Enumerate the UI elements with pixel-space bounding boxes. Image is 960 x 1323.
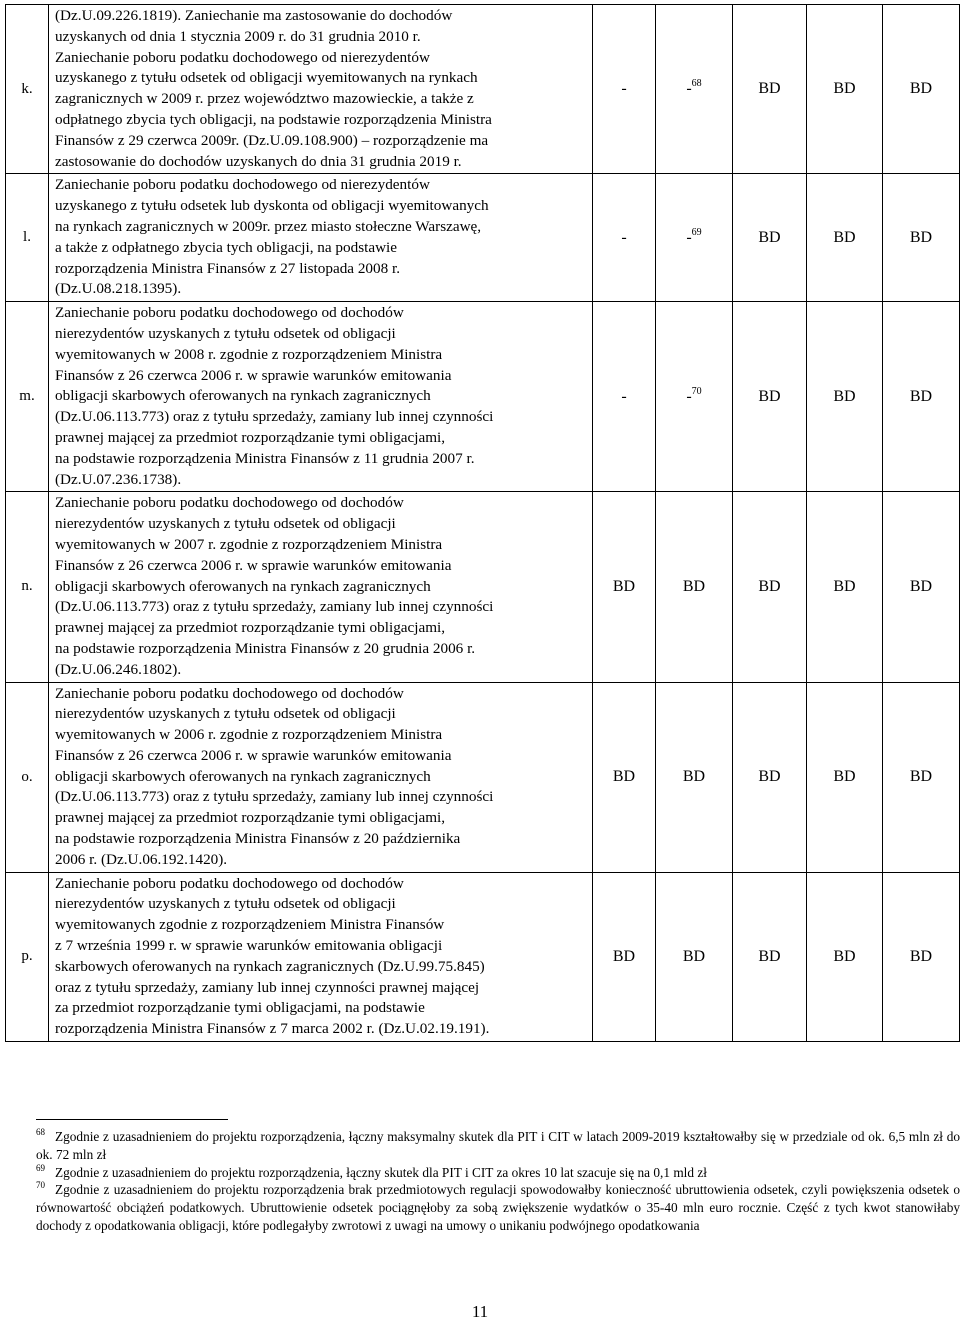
description-line: wyemitowanych w 2008 r. zgodnie z rozporządzeniem Ministra [55,345,443,363]
value-text: BD [909,387,933,405]
description-line: (Dz.U.06.246.1802). [55,660,182,678]
row-label: m. [6,302,49,492]
description-line: obligacji skarbowych oferowanych na rynkach zagranicznych [55,577,431,595]
row-label: k. [6,5,49,174]
value-text: - [686,80,692,98]
description-line: skarbowych oferowanych na rynkach zagranicznych (Dz.U.99.75.845) [55,957,485,975]
row-description [49,682,593,872]
value-cell [656,302,733,492]
value-text: BD [909,80,933,98]
value-text: BD [682,768,706,786]
description-line: wyemitowanych zgodnie z rozporządzeniem Ministra Finansów [55,916,445,934]
value-cell [807,492,883,682]
description-line: (Dz.U.08.218.1395). [55,280,182,298]
table-row [6,5,960,174]
value-cell [733,5,807,174]
value-cell [807,872,883,1041]
row-label: o. [6,682,49,872]
row-description [49,174,593,302]
value-text: BD [758,947,781,965]
description-line: uzyskanych od dnia 1 stycznia 2009 r. do 31 grudnia 2010 r. [55,27,421,45]
value-cell [593,302,656,492]
description-line: prawnej mającej za przedmiot rozporządzanie tymi obligacjami, [55,809,446,827]
footnote-68 [36,1128,960,1164]
value-cell [807,682,883,872]
page-number: 11 [471,1302,489,1321]
description-line: Zaniechanie poboru podatku dochodowego od nierezydentów [55,48,430,66]
description-line: odpłatnego zbycia tych obligacji, na podstawie rozporządzenia Ministra [55,110,492,128]
footnote-separator [36,1119,228,1120]
value-cell [733,302,807,492]
description-line: uzyskanego z tytułu odsetek od obligacji wyemitowanych na rynkach [55,69,478,87]
description-line: zastosowanie do dochodów uzyskanych do dnia 31 grudnia 2019 r. [55,152,462,170]
row-description [49,302,593,492]
value-cell [593,872,656,1041]
table-row [6,492,960,682]
value-text: BD [833,228,856,246]
value-text: BD [833,80,856,98]
value-cell [593,174,656,302]
value-text: BD [833,387,856,405]
value-cell [883,872,960,1041]
footnote-text: Zgodnie z uzasadnieniem do projektu rozporządzenia brak przedmiotowych regulacji spowodowałby konieczność ubruttowienia odsetek, czyli powiększenia odsetek o równowartość obciążeń podatkowych. Ubruttowienie odsetek pociągnęłoby za sobą zwiększenie wydatków o 35-40 mln euro rocznie. Część z tych kwot stanowiłaby dochody z opodatkowania obligacji, które podlegałyby zwrotowi z uwagi na umowy o unikaniu podwójnego opodatkowania [36,1182,960,1233]
footnote-number: 69 [36,1162,45,1173]
table-row [6,174,960,302]
footnote-text: Zgodnie z uzasadnieniem do projektu rozporządzenia, łączny skutek dla PIT i CIT za okres 10 lat szacuje się na 0,1 mld zł [55,1164,707,1180]
table-row [6,682,960,872]
description-line: obligacji skarbowych oferowanych na rynkach zagranicznych [55,387,431,405]
description-line: Finansów z 26 czerwca 2006 r. w sprawie warunków emitowania [55,746,452,764]
table-row [6,872,960,1041]
description-line: (Dz.U.06.113.773) oraz z tytułu sprzedaży, zamiany lub innej czynności [55,598,494,616]
description-line: (Dz.U.06.113.773) oraz z tytułu sprzedaży, zamiany lub innej czynności [55,408,494,426]
value-text: BD [612,947,636,965]
table-body [6,5,960,1042]
row-label: n. [6,492,49,682]
footnote-reference[interactable]: 69 [691,226,702,238]
value-text: - [621,80,627,98]
description-line: Finansów z 26 czerwca 2006 r. w sprawie warunków emitowania [55,366,452,384]
value-text: BD [909,947,933,965]
description-line: Finansów z 26 czerwca 2006 r. w sprawie warunków emitowania [55,556,452,574]
description-line: prawnej mającej za przedmiot rozporządzanie tymi obligacjami, [55,428,446,446]
row-description [49,872,593,1041]
description-line: na podstawie rozporządzenia Ministra Finansów z 11 grudnia 2007 r. [55,449,475,467]
value-cell [593,492,656,682]
value-cell [883,5,960,174]
value-text: BD [909,577,933,595]
footnotes [36,1128,960,1235]
value-cell [656,492,733,682]
value-text: BD [612,577,636,595]
description-line: a także z odpłatnego zbycia tych obligacji, na podstawie [55,238,398,256]
row-description [49,492,593,682]
description-line: Zaniechanie poboru podatku dochodowego od nierezydentów [55,176,430,194]
value-text: BD [833,947,856,965]
description-line: na podstawie rozporządzenia Ministra Finansów z 20 grudnia 2006 r. [55,639,476,657]
value-cell [883,492,960,682]
value-text: BD [758,228,781,246]
value-text: BD [682,947,706,965]
description-line: wyemitowanych w 2007 r. zgodnie z rozporządzeniem Ministra [55,535,443,553]
value-cell [733,174,807,302]
value-text: - [686,228,692,246]
description-line: nierezydentów uzyskanych z tytułu odsetek od obligacji [55,515,396,533]
footnote-number: 68 [36,1127,45,1137]
value-cell [883,174,960,302]
description-line: nierezydentów uzyskanych z tytułu odsetek od obligacji [55,705,396,723]
description-line: nierezydentów uzyskanych z tytułu odsetek od obligacji [55,324,396,342]
description-line: uzyskanego z tytułu odsetek lub dyskonta od obligacji wyemitowanych [55,197,489,215]
description-line: na podstawie rozporządzenia Ministra Finansów z 20 października [55,830,461,848]
value-cell [656,682,733,872]
value-text: - [621,387,627,405]
row-label: l. [6,174,49,302]
description-line: 2006 r. (Dz.U.06.192.1420). [55,850,228,868]
description-line: zagranicznych w 2009 r. przez województwo mazowieckie, a także z [55,90,474,108]
footnote-reference[interactable]: 70 [691,385,702,397]
value-text: BD [833,577,856,595]
description-line: nierezydentów uzyskanych z tytułu odsetek od obligacji [55,895,396,913]
description-line: z 7 września 1999 r. w sprawie warunków emitowania obligacji [55,937,443,955]
value-cell [883,682,960,872]
footnote-number: 70 [36,1180,45,1191]
value-cell [807,174,883,302]
value-cell [733,492,807,682]
description-line: rozporządzenia Ministra Finansów z 27 listopada 2008 r. [55,259,401,277]
description-line: Zaniechanie poboru podatku dochodowego od dochodów [55,304,404,322]
value-cell [656,872,733,1041]
footnote-text: Zgodnie z uzasadnieniem do projektu rozporządzenia, łączny maksymalny skutek dla PIT i CIT w latach 2009-2019 kształtowałby się w przedziale od ok. 6,5 mln zł do ok. 72 mln zł [36,1129,960,1162]
footnote-reference[interactable]: 68 [691,78,702,90]
value-cell [593,5,656,174]
value-cell [733,872,807,1041]
description-line: obligacji skarbowych oferowanych na rynkach zagranicznych [55,767,431,785]
row-label: p. [6,872,49,1041]
value-text: BD [909,228,933,246]
table-row [6,302,960,492]
value-cell [656,174,733,302]
description-line: na rynkach zagranicznych w 2009r. przez miasto stołeczne Warszawę, [55,217,482,235]
description-line: Finansów z 29 czerwca 2009r. (Dz.U.09.108.900) – rozporządzenie ma [55,131,489,149]
description-line: (Dz.U.07.236.1738). [55,470,182,488]
description-line: wyemitowanych w 2006 r. zgodnie z rozporządzeniem Ministra [55,726,443,744]
description-line: (Dz.U.09.226.1819). Zaniechanie ma zastosowanie do dochodów [55,7,453,24]
row-description [49,5,593,174]
description-line: Zaniechanie poboru podatku dochodowego od dochodów [55,494,404,512]
value-cell [593,682,656,872]
footnote-70 [36,1181,960,1234]
value-cell [733,682,807,872]
value-cell [807,5,883,174]
value-cell [807,302,883,492]
value-text: BD [758,80,781,98]
value-cell [883,302,960,492]
description-line: oraz z tytułu sprzedaży, zamiany lub innej czynności prawnej mającej [55,978,480,996]
value-text: BD [909,768,933,786]
value-text: BD [612,768,636,786]
description-line: Zaniechanie poboru podatku dochodowego od dochodów [55,684,404,702]
description-line: za przedmiot rozporządzanie tymi obligacjami, na podstawie [55,999,425,1017]
value-text: - [686,387,692,405]
value-text: BD [758,387,781,405]
value-cell [656,5,733,174]
description-line: (Dz.U.06.113.773) oraz z tytułu sprzedaży, zamiany lub innej czynności [55,788,494,806]
value-text: - [621,228,627,246]
description-line: rozporządzenia Ministra Finansów z 7 marca 2002 r. (Dz.U.02.19.191). [55,1020,490,1038]
value-text: BD [758,768,781,786]
tax-relief-table [5,4,960,1042]
description-line: prawnej mającej za przedmiot rozporządzanie tymi obligacjami, [55,619,446,637]
footnote-69 [36,1164,960,1182]
value-text: BD [682,577,706,595]
value-text: BD [758,577,781,595]
value-text: BD [833,768,856,786]
description-line: Zaniechanie poboru podatku dochodowego od dochodów [55,874,404,892]
